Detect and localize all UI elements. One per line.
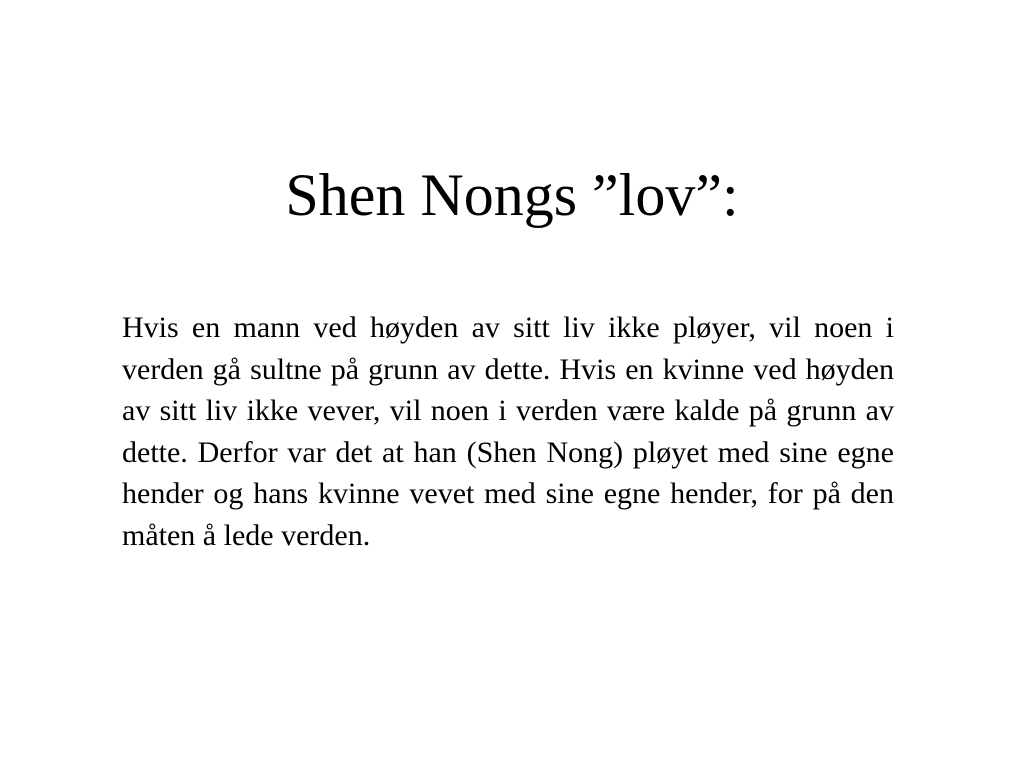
slide-body-text: Hvis en mann ved høyden av sitt liv ikke pløyer, vil noen i verden gå sultne på grunn av dette. Hvis en kvinne ved høyden av sitt liv ikke vever, vil noen i verden være kalde på grunn av dette. Derfor var det at han (Shen Nong) pløyet med sine egne hender og hans kvinne vevet med sine egne hender, for på den måten å lede verden.	[122, 311, 894, 552]
slide-title: Shen Nongs ”lov”:	[285, 162, 739, 228]
